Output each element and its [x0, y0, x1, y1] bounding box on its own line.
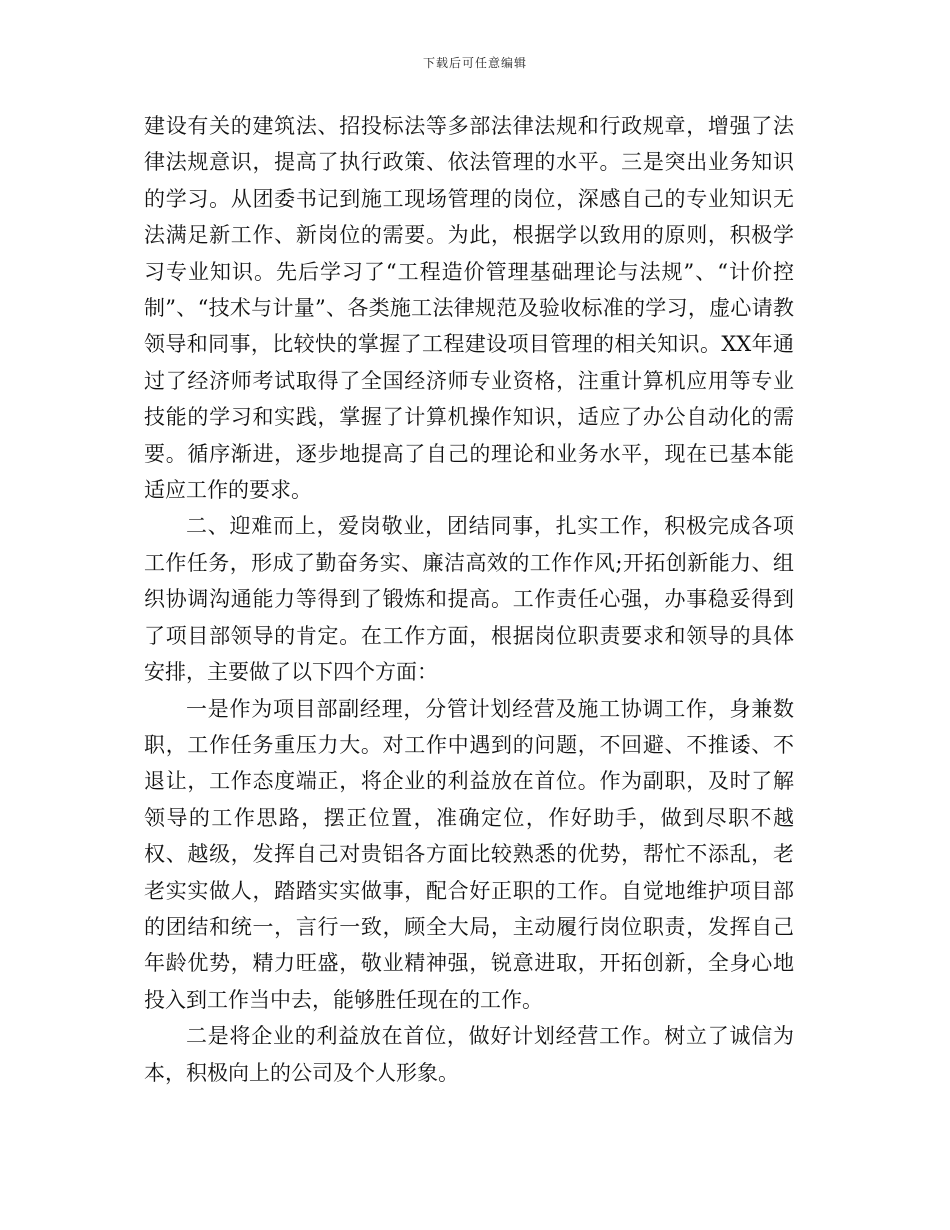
paragraph-continued: 建设有关的建筑法、招投标法等多部法律法规和行政规章，增强了法律法规意识，提高了执行政策、依法管理的水平。三是突出业务知识的学习。从团委书记到施工现场管理的岗位，深感自己的专业知识无法满足新工作、新岗位的需要。为此，根据学以致用的原则，积极学习专业知识。先后学习了“工程造价管理基础理论与法规”、“计价控制”、“技术与计量”、各类施工法律规范及验收标准的学习，虚心请教领导和同事，比较快的掌握了工程建设项目管理的相关知识。XX年通过了经济师考试取得了全国经济师专业资格，注重计算机应用等专业技能的学习和实践，掌握了计算机操作知识，适应了办公自动化的需要。循序渐进，逐步地提高了自己的理论和业务水平，现在已基本能适应工作的要求。 [144, 114, 794, 503]
document-body [144, 108, 794, 1091]
header-note: 下载后可任意编辑 [422, 56, 527, 70]
paragraph-point-two: 二是将企业的利益放在首位，做好计划经营工作。树立了诚信为本，积极向上的公司及个人形象。 [144, 1024, 794, 1085]
paragraph-point-one: 一是作为项目部副经理，分管计划经营及施工协调工作，身兼数职，工作任务重压力大。对工作中遇到的问题，不回避、不推诿、不退让，工作态度端正，将企业的利益放在首位。作为副职，及时了解领导的工作思路，摆正位置，准确定位，作好助手，做到尽职不越权、越级，发挥自己对贵铝各方面比较熟悉的优势，帮忙不添乱，老老实实做人，踏踏实实做事，配合好正职的工作。自觉地维护项目部的团结和统一，言行一致，顾全大局，主动履行岗位职责，发挥自己年龄优势，精力旺盛，敬业精神强，锐意进取，开拓创新，全身心地投入到工作当中去，能够胜任现在的工作。 [144, 696, 794, 1012]
paragraph-section-two: 二、迎难而上，爱岗敬业，团结同事，扎实工作，积极完成各项工作任务，形成了勤奋务实、廉洁高效的工作作风;开拓创新能力、组织协调沟通能力等得到了锻炼和提高。工作责任心强，办事稳妥得到了项目部领导的肯定。在工作方面，根据岗位职责要求和领导的具体安排，主要做了以下四个方面： [144, 514, 794, 685]
